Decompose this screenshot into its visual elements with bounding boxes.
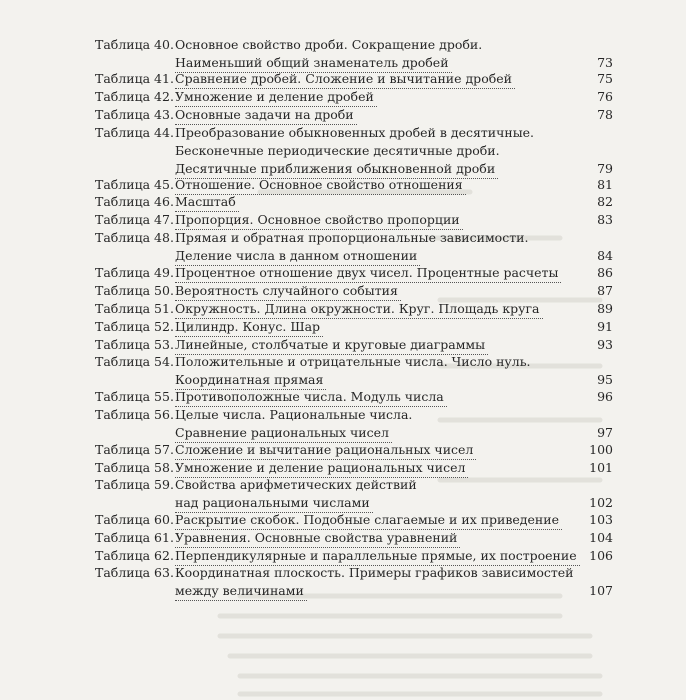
- toc-entry-page: 107: [589, 583, 613, 598]
- toc-entry-page: 76: [597, 89, 613, 104]
- toc-entry-page: 78: [597, 107, 613, 122]
- toc-entry-label: Таблица 56.: [95, 407, 174, 422]
- toc-entry-title: Раскрытие скобок. Подобные слагаемые и их приведение: [175, 511, 615, 529]
- toc-entry-page: 91: [597, 319, 613, 334]
- toc-entry-title: Отношение. Основное свойство отношения: [175, 176, 615, 194]
- toc-entry-title: Целые числа. Рациональные числа.: [175, 407, 413, 422]
- toc-entry-page: 83: [597, 212, 613, 227]
- toc-entry-page: 79: [597, 161, 613, 176]
- toc-entry-label: Таблица 58.: [95, 460, 174, 475]
- toc-entry-title: Окружность. Длина окружности. Круг. Площадь круга: [175, 300, 615, 318]
- toc-entry-page: 84: [597, 248, 613, 263]
- toc-entry-label: Таблица 59.: [95, 477, 174, 492]
- toc-entry-page: 81: [597, 177, 613, 192]
- toc-entry-title: Умножение и деление дробей: [175, 88, 615, 106]
- toc-entry-page: 104: [589, 530, 613, 545]
- toc-entry-title: Перпендикулярные и параллельные прямые, их построение: [175, 547, 615, 565]
- toc-entry-title: Линейные, столбчатые и круговые диаграммы: [175, 336, 615, 354]
- toc-entry-title: Цилиндр. Конус. Шар: [175, 318, 615, 336]
- toc-entry-title: Координатная прямая: [175, 371, 615, 389]
- toc-entry-label: Таблица 42.: [95, 89, 174, 104]
- toc-entry-page: 106: [589, 548, 613, 563]
- toc-entry-title: Процентное отношение двух чисел. Процентные расчеты: [175, 264, 615, 282]
- toc-entry-page: 82: [597, 194, 613, 209]
- toc-entry-page: 100: [589, 442, 613, 457]
- toc-entry-title: Уравнения. Основные свойства уравнений: [175, 529, 615, 547]
- toc-entry-title: Преобразование обыкновенных дробей в десятичные.: [175, 125, 535, 140]
- toc-entry-label: Таблица 61.: [95, 530, 174, 545]
- toc-entry-page: 96: [597, 389, 613, 404]
- toc-entry-label: Таблица 45.: [95, 177, 174, 192]
- toc-entry-label: Таблица 60.: [95, 512, 174, 527]
- toc-entry-page: 73: [597, 55, 613, 70]
- toc-entry-label: Таблица 52.: [95, 319, 174, 334]
- toc-entry-page: 89: [597, 301, 613, 316]
- toc-entry-title: Прямая и обратная пропорциональные зависимости.: [175, 230, 529, 245]
- toc-entry-page: 95: [597, 372, 613, 387]
- toc-entry-title: Положительные и отрицательные числа. Число нуль.: [175, 354, 531, 369]
- toc-entry-label: Таблица 49.: [95, 265, 174, 280]
- toc-entry-label: Таблица 62.: [95, 548, 174, 563]
- toc-entry-title: над рациональными числами: [175, 494, 615, 512]
- toc-entry-title: Координатная плоскость. Примеры графиков зависимостей: [175, 565, 574, 580]
- toc-entry-title: Основное свойство дроби. Сокращение дроби.: [175, 37, 483, 52]
- toc-entry-label: Таблица 54.: [95, 354, 174, 369]
- toc-entry-label: Таблица 57.: [95, 442, 174, 457]
- toc-entry-title: Масштаб: [175, 193, 615, 211]
- toc-entry-page: 93: [597, 337, 613, 352]
- toc-entry-page: 102: [589, 495, 613, 510]
- toc-entry-label: Таблица 55.: [95, 389, 174, 404]
- toc-entry-title: Свойства арифметических действий: [175, 477, 417, 492]
- toc-entry-page: 103: [589, 512, 613, 527]
- toc-entry-title: Деление числа в данном отношении: [175, 247, 615, 265]
- toc-entry-label: Таблица 53.: [95, 337, 174, 352]
- toc-entry-title: Основные задачи на дроби: [175, 106, 615, 124]
- toc-entry-title: между величинами: [175, 582, 615, 600]
- toc-entry-page: 101: [589, 460, 613, 475]
- toc-entry-title: Десятичные приближения обыкновенной дроби: [175, 160, 615, 178]
- toc-entry-page: 86: [597, 265, 613, 280]
- toc-entry-title: Сложение и вычитание рациональных чисел: [175, 441, 615, 459]
- toc-entry-page: 87: [597, 283, 613, 298]
- toc-entry-label: Таблица 40.: [95, 37, 174, 52]
- toc-entry-label: Таблица 48.: [95, 230, 174, 245]
- toc-entry-title: Сравнение рациональных чисел: [175, 424, 615, 442]
- toc-entry-label: Таблица 44.: [95, 125, 174, 140]
- toc-entry-label: Таблица 51.: [95, 301, 174, 316]
- toc-entry-label: Таблица 43.: [95, 107, 174, 122]
- toc-entry-title: Пропорция. Основное свойство пропорции: [175, 211, 615, 229]
- toc-entry-title: Вероятность случайного события: [175, 282, 615, 300]
- toc-entry-title: Наименьший общий знаменатель дробей: [175, 54, 615, 72]
- toc-entry-title: Противоположные числа. Модуль числа: [175, 388, 615, 406]
- toc-entry-label: Таблица 63.: [95, 565, 174, 580]
- toc-entry-title: Бесконечные периодические десятичные дроби.: [175, 143, 500, 158]
- toc-entry-title: Сравнение дробей. Сложение и вычитание дробей: [175, 70, 615, 88]
- toc-entry-label: Таблица 50.: [95, 283, 174, 298]
- toc-entry-page: 97: [597, 425, 613, 440]
- toc-entry-label: Таблица 47.: [95, 212, 174, 227]
- toc-entry-label: Таблица 41.: [95, 71, 174, 86]
- toc-entry-page: 75: [597, 71, 613, 86]
- toc-entry-title: Умножение и деление рациональных чисел: [175, 459, 615, 477]
- toc-entry-label: Таблица 46.: [95, 194, 174, 209]
